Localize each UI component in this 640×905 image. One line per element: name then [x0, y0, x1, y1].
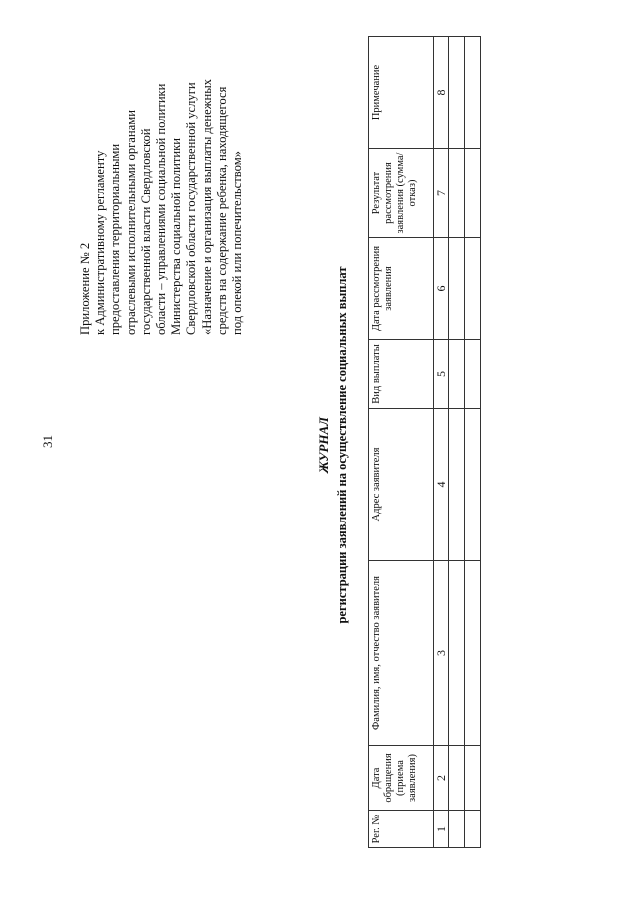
- table-cell: 5: [434, 340, 449, 409]
- appendix-line: к Административному регламенту: [93, 150, 108, 335]
- table-cell: [449, 811, 465, 848]
- registration-table: [368, 36, 481, 848]
- table-cell: 2: [434, 746, 449, 811]
- table-cell: [449, 409, 465, 561]
- table-cell: [449, 561, 465, 746]
- table-row: [449, 37, 465, 848]
- table-cell: [465, 238, 481, 340]
- table-cell: 1: [434, 811, 449, 848]
- header-review-result: Результат рассмотрения заявления (сумма/отказ): [369, 149, 434, 238]
- table-cell: 7: [434, 149, 449, 238]
- table-cell: [465, 409, 481, 561]
- appendix-line: «Назначение и организация выплаты денежных: [199, 79, 214, 335]
- appendix-line: под опекой или попечительством»: [230, 151, 245, 335]
- table-row: [465, 37, 481, 848]
- appendix-line: отраслевыми исполнительными органами: [123, 110, 138, 335]
- header-review-date: Дата рассмотрения заявления: [369, 238, 434, 340]
- page-number: 31: [40, 435, 55, 448]
- appendix-line: области – управлениями социальной политики: [154, 83, 169, 335]
- appendix-header: [78, 65, 245, 335]
- column-number-row: [434, 37, 449, 848]
- header-reg-number: Рег. №: [369, 811, 434, 848]
- header-application-date: Дата обращения (приема заявления): [369, 746, 434, 811]
- appendix-line: Приложение № 2: [78, 242, 92, 335]
- journal-subtitle: регистрации заявлений на осуществление социальных выплат: [335, 266, 349, 624]
- appendix-line: предоставления территориальными: [108, 143, 123, 335]
- table-cell: [449, 340, 465, 409]
- table-cell: [465, 37, 481, 149]
- table-cell: [465, 340, 481, 409]
- table-cell: [465, 149, 481, 238]
- table-header-row: [369, 37, 434, 848]
- header-applicant-address: Адрес заявителя: [369, 409, 434, 561]
- table-cell: [465, 811, 481, 848]
- header-applicant-name: Фамилия, имя, отчество заявителя: [369, 561, 434, 746]
- appendix-line: Свердловской области государственной услуги: [184, 82, 199, 335]
- table-cell: [465, 746, 481, 811]
- header-payment-type: Вид выплаты: [369, 340, 434, 409]
- table-cell: 8: [434, 37, 449, 149]
- appendix-line: средств на содержание ребенка, находящегося: [214, 86, 229, 335]
- table-cell: [449, 238, 465, 340]
- table-cell: [449, 746, 465, 811]
- table-cell: [449, 37, 465, 149]
- table-cell: 6: [434, 238, 449, 340]
- appendix-line: Министерства социальной политики: [169, 137, 184, 335]
- header-note: Примечание: [369, 37, 434, 149]
- table-cell: [465, 561, 481, 746]
- rotated-page-content: [0, 30, 460, 860]
- table-cell: 4: [434, 409, 449, 561]
- journal-title: ЖУРНАЛ: [316, 416, 331, 474]
- appendix-line: государственной власти Свердловской: [138, 128, 153, 335]
- table-cell: 3: [434, 561, 449, 746]
- table-cell: [449, 149, 465, 238]
